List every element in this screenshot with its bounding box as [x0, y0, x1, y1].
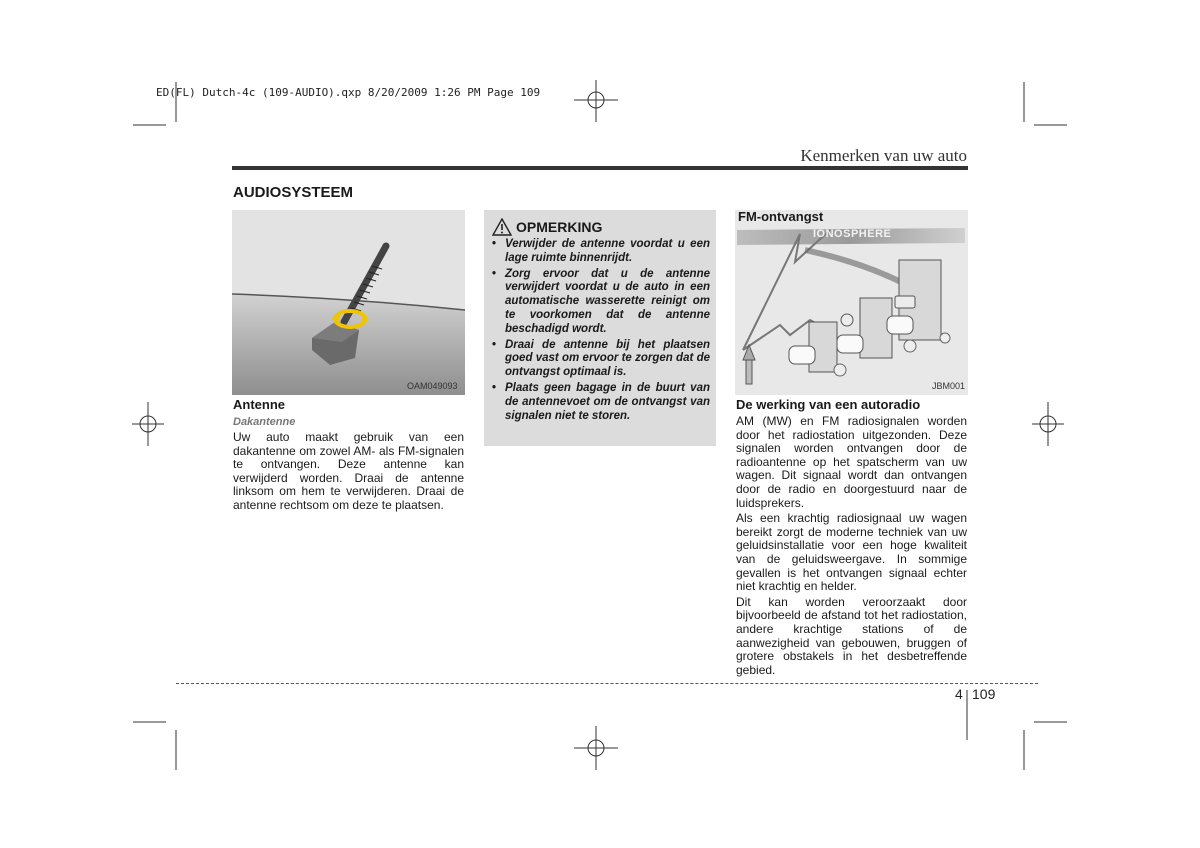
- note-list: [492, 238, 710, 425]
- note-item: • Verwijder de antenne voordat u een lage ruimte binnenrijdt.: [492, 238, 710, 266]
- registration-mark-right: [1032, 402, 1064, 446]
- ionosphere-label: IONOSPHERE: [813, 228, 892, 240]
- warning-triangle-icon: [492, 218, 512, 236]
- antenna-body: Uw auto maakt gebruik van een dakantenne om zowel AM- als FM-signalen te ontvangen. Deze antenne kan verwijderd worden. Draai de antenne linksom om hem te verwijderen. Draai de antenne rechtsom om deze te plaatsen.: [233, 430, 464, 512]
- print-slug: ED(FL) Dutch-4c (109-AUDIO).qxp 8/20/2009 1:26 PM Page 109: [156, 86, 541, 99]
- note-title: OPMERKING: [516, 219, 603, 235]
- note-item: • Plaats geen bagage in de buurt van de antennevoet om de ontvangst van signalen niet te storen.: [492, 382, 710, 423]
- fm-reception-figure: [735, 210, 968, 395]
- note-box: [484, 210, 716, 446]
- section-title: AUDIOSYSTEEM: [233, 184, 354, 201]
- registration-mark-top: [574, 80, 618, 122]
- note-item: • Zorg ervoor dat u de antenne verwijdert voordat u de auto in een automatische wasserette reinigt om te voorkomen dat de antenne beschadigd wordt.: [492, 268, 710, 337]
- page-number: 109: [972, 686, 996, 702]
- registration-mark-left: [132, 402, 164, 446]
- note-item: • Draai de antenne bij het plaatsen goed vast om ervoor te zorgen dat de ontvangst optimaal is.: [492, 339, 710, 380]
- roof-antenna-illustration: [232, 210, 465, 395]
- radio-operation-heading: De werking van een autoradio: [736, 397, 921, 412]
- antenna-figure: [232, 210, 465, 395]
- footer-dotted-rule: [176, 683, 1038, 684]
- radio-paragraph: AM (MW) en FM radiosignalen worden door het radiostation uitgezonden. Deze signalen worden ontvangen door de radioantenne op het spatscherm van uw wagen. Dit signaal wordt dan ontvangen door de radio en doorgestuurd naar de luidsprekers.: [736, 414, 967, 510]
- running-header: Kenmerken van uw auto: [800, 146, 967, 165]
- chapter-number: 4: [955, 686, 963, 702]
- antenna-figure-code: OAM049093: [407, 381, 458, 391]
- fm-reception-title: FM-ontvangst: [738, 209, 824, 224]
- roof-antenna-subheading: Dakantenne: [233, 416, 296, 428]
- antenna-heading: Antenne: [233, 397, 285, 412]
- radio-operation-body: [736, 415, 967, 679]
- registration-mark-bottom: [574, 726, 618, 770]
- fm-figure-code: JBM001: [931, 381, 965, 391]
- radio-paragraph: Als een krachtig radiosignaal uw wagen bereikt zorgt de moderne techniek van uw geluidsinstallatie voor een hoge kwaliteit van de geluidsweergave. In sommige gevallen is het ontvangen signaal echter niet krachtig en helder.: [736, 511, 967, 594]
- note-header: [492, 218, 602, 236]
- radio-paragraph: Dit kan worden veroorzaakt door bijvoorbeeld de afstand tot het radiostation, andere krachtige stations of de aanwezigheid van gebouwen, bruggen of grotere obstakels in het desbetreffende gebied.: [736, 594, 967, 677]
- header-rule: [232, 166, 968, 170]
